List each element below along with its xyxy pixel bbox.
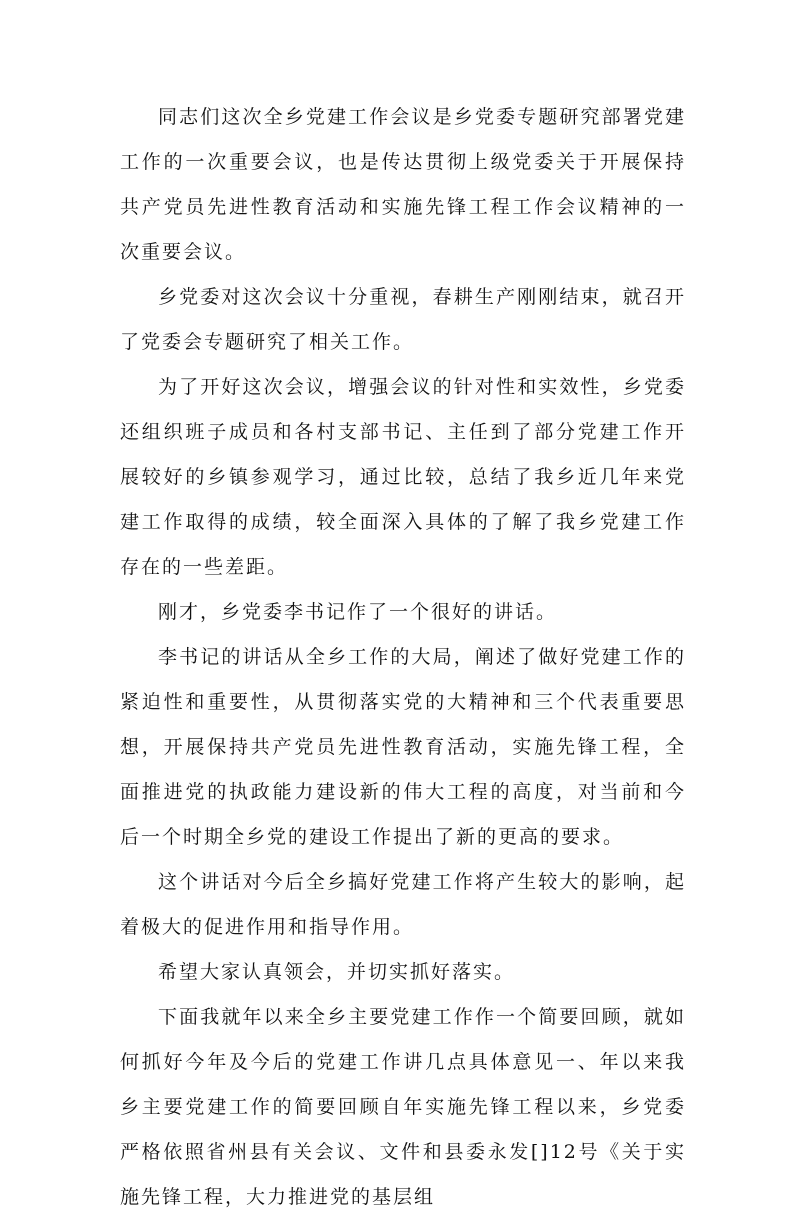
paragraph-2: 乡党委对这次会议十分重视，春耕生产刚刚结束，就召开了党委会专题研究了相关工作。	[120, 286, 686, 353]
document-body	[120, 95, 686, 1220]
paragraph-7: 希望大家认真领会，并切实抓好落实。	[158, 961, 516, 983]
paragraph-8: 下面我就年以来全乡主要党建工作作一个简要回顾，就如何抓好今年及今后的党建工作讲几点具体意见一、年以来我乡主要党建工作的简要回顾自年实施先锋工程以来，乡党委严格依照省州县有关会议、文件和县委永发[]12号《关于实施先锋工程，大力推进党的基层组	[120, 1006, 686, 1208]
paragraph-6: 这个讲话对今后全乡搞好党建工作将产生较大的影响，起着极大的促进作用和指导作用。	[120, 871, 686, 938]
paragraph-5: 李书记的讲话从全乡工作的大局，阐述了做好党建工作的紧迫性和重要性，从贯彻落实党的大精神和三个代表重要思想，开展保持共产党员先进性教育活动，实施先锋工程，全面推进党的执政能力建设新的伟大工程的高度，对当前和今后一个时期全乡党的建设工作提出了新的更高的要求。	[120, 646, 686, 848]
paragraph-4: 刚才，乡党委李书记作了一个很好的讲话。	[158, 601, 558, 623]
paragraph-1: 同志们这次全乡党建工作会议是乡党委专题研究部署党建工作的一次重要会议，也是传达贯彻上级党委关于开展保持共产党员先进性教育活动和实施先锋工程工作会议精神的一次重要会议。	[120, 106, 686, 263]
paragraph-3: 为了开好这次会议，增强会议的针对性和实效性，乡党委还组织班子成员和各村支部书记、主任到了部分党建工作开展较好的乡镇参观学习，通过比较，总结了我乡近几年来党建工作取得的成绩，较全面深入具体的了解了我乡党建工作存在的一些差距。	[120, 376, 686, 578]
